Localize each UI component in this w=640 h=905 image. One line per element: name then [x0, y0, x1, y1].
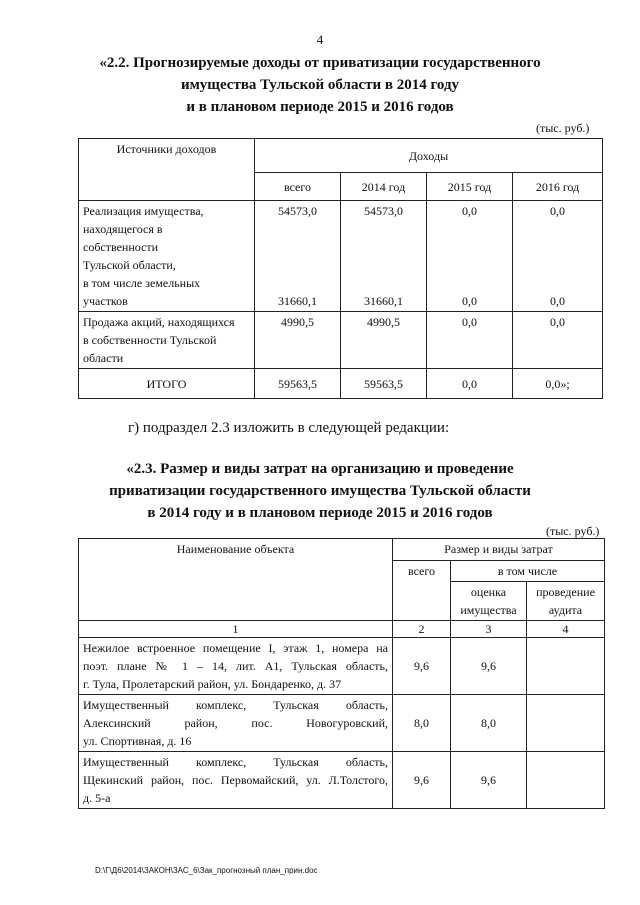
row-name-line: Реализация имущества, [83, 204, 204, 218]
total-2014: 59563,5 [341, 369, 427, 399]
section2-title-line-3: в 2014 году и в плановом периоде 2015 и 2016 годов [147, 505, 493, 521]
cell-audit [527, 695, 605, 752]
total-row [79, 369, 603, 399]
header-valuation-line: имущества [460, 603, 517, 617]
header-total: всего [393, 561, 451, 621]
cell-2015: 0,0 [427, 312, 513, 369]
file-path-footer: D:\Г\Д6\2014\ЗАКОН\ЗАС_6\Зак_прогнозный план_прин.doc [95, 866, 318, 875]
row-name-line: области [83, 351, 124, 365]
header-audit-line: проведение [536, 585, 595, 599]
row-name-line: Щекинский район, пос. Первомайский, ул. Л.Толстого, [83, 773, 388, 787]
cell-total: 8,0 [393, 695, 451, 752]
header-income: Доходы [255, 139, 603, 173]
header-2015: 2015 год [427, 173, 513, 201]
row-name [79, 312, 255, 369]
cell-sub-value: 31660,1 [278, 294, 317, 308]
header-2016: 2016 год [513, 173, 603, 201]
cell-2016 [513, 201, 603, 312]
row-name [79, 695, 393, 752]
units-label: (тыс. руб.) [536, 121, 590, 135]
col-number: 3 [451, 621, 527, 638]
section-title-line-1: «2.2. Прогнозируемые доходы от приватизации государственного [99, 55, 541, 71]
row-name [79, 752, 393, 809]
table-row [79, 695, 605, 752]
cell-total [255, 201, 341, 312]
header-including: в том числе [451, 561, 605, 582]
row-name-line: ул. Спортивная, д. 16 [83, 734, 192, 748]
total-2015: 0,0 [427, 369, 513, 399]
cell-value: 0,0 [550, 204, 565, 218]
col-number: 1 [79, 621, 393, 638]
header-audit [527, 582, 605, 621]
header-audit-line: аудита [548, 603, 583, 617]
table-row [79, 201, 603, 312]
row-name-line: Имущественный комплекс, Тульская область, [83, 698, 388, 712]
cell-audit [527, 752, 605, 809]
costs-table [78, 538, 605, 809]
total-all: 59563,5 [255, 369, 341, 399]
section-title-line-2: имущества Тульской области в 2014 году [180, 77, 460, 93]
row-name-line: находящегося в [83, 222, 163, 236]
row-name-line: Нежилое встроенное помещение I, этаж 1, номера на [83, 641, 388, 655]
row-name-line: г. Тула, Пролетарский район, ул. Бондаренко, д. 37 [83, 677, 342, 691]
header-2014: 2014 год [341, 173, 427, 201]
section2-title-line-1: «2.3. Размер и виды затрат на организацию и проведение [126, 461, 514, 477]
row-name-line: Тульской области, [83, 258, 176, 272]
instruction-paragraph: г) подраздел 2.3 изложить в следующей редакции: [128, 420, 450, 436]
cell-sub-value: 31660,1 [364, 294, 403, 308]
cell-2014 [341, 201, 427, 312]
row-name-line: участков [83, 294, 128, 308]
header-valuation-line: оценка [470, 585, 507, 599]
cell-total: 4990,5 [255, 312, 341, 369]
cell-valuation: 8,0 [451, 695, 527, 752]
cell-audit [527, 638, 605, 695]
cell-valuation: 9,6 [451, 752, 527, 809]
cell-total: 9,6 [393, 638, 451, 695]
row-name-line: собственности [83, 240, 159, 254]
cell-valuation: 9,6 [451, 638, 527, 695]
row-name-line: Алексинский район, пос. Новогуровский, [83, 716, 388, 730]
cell-value: 54573,0 [278, 204, 317, 218]
header-object: Наименование объекта [79, 539, 393, 621]
cell-value: 54573,0 [364, 204, 403, 218]
header-valuation [451, 582, 527, 621]
total-2016: 0,0»; [513, 369, 603, 399]
cell-value: 0,0 [462, 204, 477, 218]
total-label: ИТОГО [79, 369, 255, 399]
header-total: всего [255, 173, 341, 201]
cell-total: 9,6 [393, 752, 451, 809]
units-label-2: (тыс. руб.) [546, 524, 600, 538]
cell-2015 [427, 201, 513, 312]
row-name-line: в собственности Тульской [83, 333, 217, 347]
page-number: 4 [316, 32, 324, 47]
header-costs: Размер и виды затрат [393, 539, 605, 561]
row-name [79, 201, 255, 312]
header-source: Источники доходов [79, 139, 255, 201]
cell-2014: 4990,5 [341, 312, 427, 369]
row-name-line: д. 5-а [83, 791, 111, 805]
row-name-line: Продажа акций, находящихся [83, 315, 235, 329]
col-number: 2 [393, 621, 451, 638]
income-table [78, 138, 603, 399]
row-name [79, 638, 393, 695]
cell-2016: 0,0 [513, 312, 603, 369]
section2-title-line-2: приватизации государственного имущества Тульской области [109, 483, 531, 499]
cell-sub-value: 0,0 [550, 294, 565, 308]
row-name-line: в том числе земельных [83, 276, 201, 290]
col-number: 4 [527, 621, 605, 638]
table-row [79, 312, 603, 369]
row-name-line: Имущественный комплекс, Тульская область, [83, 755, 388, 769]
cell-sub-value: 0,0 [462, 294, 477, 308]
section-title-line-3: и в плановом периоде 2015 и 2016 годов [186, 99, 454, 115]
table-row [79, 638, 605, 695]
column-numbers-row [79, 621, 605, 638]
row-name-line: поэт. плане № 1 – 14, лит. А1, Тульская область, [83, 659, 388, 673]
table-row [79, 752, 605, 809]
